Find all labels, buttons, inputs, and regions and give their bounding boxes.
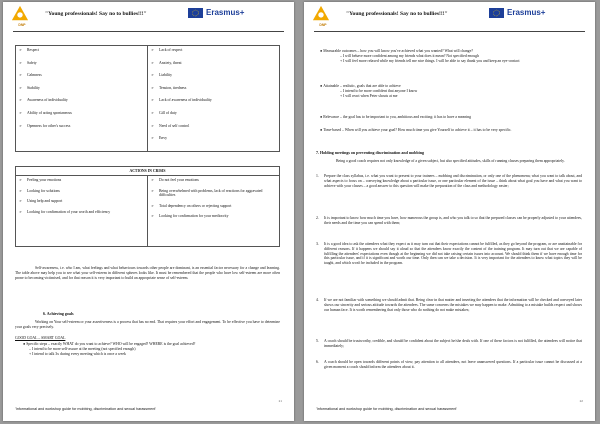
page-footer: 'Informational and workshop guide for mobbing, discrimination and sexual harassment' <box>316 407 457 411</box>
numbered-item-2 <box>316 216 582 226</box>
table-list-item: ➢ Being overwhelmed with problems, lack of reactions for aggravated difficulties <box>151 189 276 198</box>
smart-bullet-attainable <box>320 84 584 98</box>
section-heading-achieving-goals: 6. Achieving goals <box>43 311 74 316</box>
item-text: A coach should be trustworthy, credible, and should be confident about the subject he/she deals with. If one of these factors is not fulfilled, the attendees will notice that immediately; <box>324 339 582 348</box>
table-list-item: ➢ Openness for other's success <box>19 124 144 129</box>
table-list-item: ➢ Looking for confirmation of your worth and efficiency <box>19 210 144 215</box>
table-list-item: ➢ Respect <box>19 48 144 53</box>
bullet-icon: ● <box>320 115 324 119</box>
table-list-item: ➢ Stability <box>19 86 144 91</box>
table-list-item: ➢ Lack of awareness of individuality <box>151 98 276 103</box>
paragraph-working-on-self-esteem: Working on Your self-esteem or your assertiveness is a process that has no end. That requires your effort and engagement. To be effective you have to determine your goals very precisely. <box>15 320 280 330</box>
page-header <box>304 2 595 36</box>
table-list-item: ➢ Looking for solutions <box>19 189 144 194</box>
smart-bullet-specific <box>23 342 223 356</box>
page-22 <box>304 2 595 421</box>
erasmus-logo: Erasmus+ <box>507 8 546 17</box>
bullet-text: Time-based – When will you achieve your goal? How much time you give Yourself to achieve it – it has to be very specific. <box>323 128 512 132</box>
bullet-text: Attainable – realistic, goals that are able to achieve <box>323 84 401 88</box>
erasmus-logo: Erasmus+ <box>206 8 245 17</box>
table-list-item: ➢ Envy <box>151 136 276 141</box>
item-text: It is a good idea to ask the attendees what they expect as it may turn out that their expectations cannot be fulfilled, as they go beyond the program, or are unattainable for different reasons. If it happens we should say it aloud so that the attendees know exactly the content of the training program. It may turn out that we are capable of fulfilling the attendees' expectations even though at the beginning we did not take raising certain issues into account. We should think them if we have enough time for this particular issue, and if it is significant and worth our time. Only then can we take a decision. It is very important for the attendees to know what topics they will be taught, and which won't be included in the program. <box>324 242 582 266</box>
sub-item: + I will feel more relaxed while my friends tell me nice things. I will be able to say thank you and keep an eye-contact <box>340 58 520 63</box>
header-title: "Young professionals! Say no to bullies!!!" <box>346 11 448 17</box>
self-esteem-table <box>15 45 280 152</box>
bullet-text: Relevance – the goal has to be important to you, ambitious and exciting; it has to have a meaning <box>323 115 471 119</box>
item-number: 2. <box>316 216 319 220</box>
item-number: 5. <box>316 339 319 343</box>
bullet-icon: ● <box>320 49 324 53</box>
table1-left-list <box>19 48 144 128</box>
item-text: Prepare the class syllabus, i.e. what you want to present to your trainees – mobbing and discrimination, or only one of the phenomena; what you want to talk about, and what aspects to focus on – conveying knowledge about a particular issue, or one particular element of the issue – think about what goal you have and what you want to achieve with your classes – a good answer to this question will make the preparation of the class and methodology easier; <box>324 174 582 188</box>
sub-item: + I intend to talk 3x during every meeting which is once a week <box>29 351 126 356</box>
bullet-text: Specific steps – exactly WHAT do you want to achieve? WHO will be engaged? WHERE is the goal achieved? <box>26 342 196 346</box>
bullet-icon: ● <box>320 84 324 88</box>
header-rule <box>314 31 585 32</box>
paragraph-self-awareness: Self-awareness, i.e. who I am, what feelings and what behaviours towards other people are dominant, is an essential factor necessary for a change and learning. The table above may help you to see what your self-esteem in different spheres looks like. It must be remembered that the people who have low self-esteem are more often prone to becoming victimised, and for that reason it is very important to build an appropriate sense of self-esteem. <box>15 266 280 281</box>
table2-left-list <box>19 178 144 214</box>
table-list-item: ➢ Need of self control <box>151 124 276 129</box>
smart-bullet-measurable <box>320 49 584 63</box>
page-footer: 'Informational and workshop guide for mobbing, discrimination and sexual harassment' <box>15 407 156 411</box>
table-list-item: ➢ Using help and support <box>19 199 144 204</box>
bullet-icon: ● <box>320 128 324 132</box>
logo-text: DNP <box>18 23 26 27</box>
section-heading-meetings: 7. Holding meetings on preventing discrimination and mobbing <box>316 150 424 155</box>
table-list-item: ➢ Liability <box>151 73 276 78</box>
logo-text: DNP <box>319 23 327 27</box>
item-text: A coach should be open towards different points of view, pay attention to all attendees, not leave unanswered questions. If a particular issue cannot be discussed at a given moment a coach should inform the attendees about it. <box>324 360 582 369</box>
sub-item: + I will react when Peter shouts at me <box>340 93 398 98</box>
dnp-logo-icon <box>11 5 29 23</box>
item-text: If we are not familiar with something we should admit that. Being clear in that matter and inserting the attendees that the information will be checked and conveyed later shows our sincerity and serious attitude towards the attendees. The same concerns the mistakes we may happen to make. Admitting to a mistake builds respect and shows our human face. It is worth remembering that only those who do nothing do not make mistakes; <box>324 298 582 312</box>
header-title: "Young professionals! Say no to bullies!!!" <box>45 11 147 17</box>
smart-bullet-relevance <box>320 115 584 120</box>
table-list-item: ➢ Lack of respect <box>151 48 276 53</box>
table-list-item: ➢ Looking for confirmation for your mediocrity <box>151 214 276 219</box>
table-list-item: ➢ Calmness <box>19 73 144 78</box>
sub-item: – I intend to be more confident that anyone I know <box>340 88 418 93</box>
smart-bullet-time-based <box>320 128 584 133</box>
smart-goal-title: GOOD GOAL – SMART GOAL <box>15 336 66 340</box>
item-number: 3. <box>316 242 319 246</box>
table1-right-list <box>151 48 276 141</box>
numbered-item-4 <box>316 298 582 312</box>
table-list-item: ➢ Ability of acting spontaneous <box>19 111 144 116</box>
table2-right-list <box>151 178 276 219</box>
paragraph-coach-intro: Being a good coach requires not only knowledge of a given subject, but also specified attitudes, skills of running classes preparing them appropriately. <box>336 159 565 163</box>
header-rule <box>13 31 284 32</box>
table2-title: ACTIONS IN CRISIS <box>16 167 280 176</box>
sub-item: – I will behave more confident among my friends what does it mean? Not specified enough <box>340 53 479 58</box>
table-list-item: ➢ Feeling your emotions <box>19 178 144 183</box>
page-number: 21 <box>278 399 282 403</box>
numbered-item-6 <box>316 360 582 370</box>
numbered-item-3 <box>316 242 582 266</box>
table-list-item: ➢ Tension, tiredness <box>151 86 276 91</box>
eu-flag-icon <box>489 8 504 18</box>
table-list-item: ➢ Do not feel your emotions <box>151 178 276 183</box>
eu-flag-icon <box>188 8 203 18</box>
item-number: 4. <box>316 298 319 302</box>
table-list-item: ➢ Gill of duty <box>151 111 276 116</box>
bullet-icon: ● <box>23 342 27 346</box>
page-header <box>3 2 294 36</box>
item-text: It is important to know how much time you have, how numerous the group is, and who you talk to so that the prepared classes can be properly adjusted to your attendees, their needs and the time you can spend with them; <box>324 216 582 225</box>
actions-in-crisis-table <box>15 166 280 247</box>
sub-item: – I intend to be more self-assure at the meeting (not specified enough) <box>29 346 136 351</box>
bullet-text: Measurable outcomes – how you will know you've achieved what you wanted? What will change? <box>323 49 473 53</box>
dnp-logo-icon <box>312 5 330 23</box>
page-21 <box>3 2 294 421</box>
item-number: 6. <box>316 360 319 364</box>
table-list-item: ➢ Awareness of individuality <box>19 98 144 103</box>
table-list-item: ➢ Total dependency on others or rejecting support <box>151 204 276 209</box>
page-number: 22 <box>579 399 583 403</box>
table-list-item: ➢ Safety <box>19 61 144 66</box>
numbered-item-1 <box>316 174 582 188</box>
item-number: 1. <box>316 174 319 178</box>
numbered-item-5 <box>316 339 582 349</box>
table-list-item: ➢ Anxiety, threat <box>151 61 276 66</box>
